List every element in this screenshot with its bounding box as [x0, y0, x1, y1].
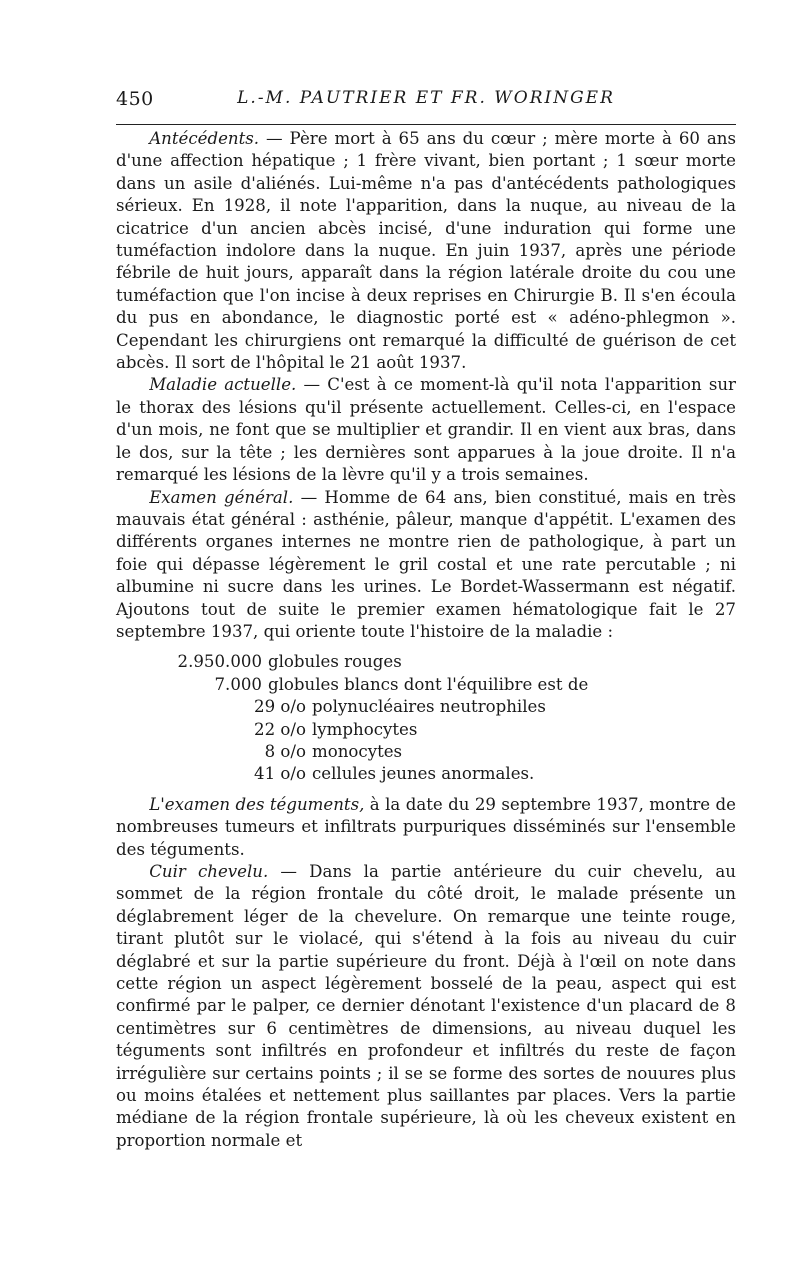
paragraph-lead: Examen général.: [149, 487, 294, 507]
formula-value: 22 o/o: [254, 719, 306, 739]
body-text: [116, 128, 736, 1152]
count-label: globules blancs dont l'équilibre est de: [268, 674, 589, 694]
formula-value: 41 o/o: [254, 764, 306, 784]
paragraph-lead: Maladie actuelle.: [149, 375, 297, 395]
paragraph-cuir-chevelu: [116, 861, 736, 1152]
formula-label: lymphocytes: [312, 719, 418, 739]
formula-label: cellules jeunes anormales.: [312, 764, 535, 784]
paragraph-lead: Cuir chevelu.: [149, 862, 269, 881]
header-rule: [116, 124, 736, 125]
count-row-white: [116, 674, 736, 696]
blood-count-list: [116, 651, 736, 785]
paragraph-text: — Homme de 64 ans, bien constitué, mais en très mauvais état général : asthénie, pâleur, manque d'appétit. L'examen des différents organes internes ne montre rien de pathologique, à part un foie qui dépasse légèrement le gril costal et une rate percutable ; ni albumine ni sucre dans les urines. Le Bordet-Wassermann est négatif. Ajoutons tout de suite le premier examen hématologique fait le 27 septembre 1937, qui oriente toute l'histoire de la maladie :: [116, 487, 736, 641]
page-number: 450: [116, 88, 154, 110]
formula-value: 29 o/o: [254, 697, 306, 717]
paragraph-teguments: [116, 794, 736, 861]
paragraph-text: — Dans la partie antérieure du cuir chevelu, au sommet de la région frontale du côté droit, le malade présente un déglabrement léger de la chevelure. On remarque une teinte rouge, tirant plutôt sur le violacé, qui s'étend à la fois au niveau du cuir déglabré et sur la partie supérieure du front. Déjà à l'œil on note dans cette région un aspect légèrement bosselé de la peau, aspect qui est confirmé par le palper, ce dernier dénotant l'existence d'un placard de 8 centimètres sur 6 centimètres de dimensions, au niveau duquel les téguments sont infiltrés en profondeur et infiltrés du reste de façon irrégulière sur certains points ; il se se forme des sortes de nouures plus ou moins étalées et nettement plus saillantes par places. Vers la partie médiane de la région frontale supérieure, là où les cheveux existent en proportion normale et: [116, 862, 736, 1150]
formula-row: [116, 719, 736, 741]
count-row-red: [116, 651, 736, 673]
running-head: L.-M. PAUTRIER ET FR. WORINGER: [237, 88, 615, 108]
paragraph-lead: L'examen des téguments,: [149, 794, 365, 814]
count-value: 2.950.000: [177, 652, 262, 672]
formula-label: polynucléaires neutrophiles: [312, 697, 546, 717]
paragraph-text: à la date du 29 septembre 1937, montre de nombreuses tumeurs et infiltrats purpuriques disséminés sur l'ensemble des téguments.: [116, 794, 736, 859]
paragraph-examen-general: [116, 487, 736, 644]
count-label: globules rouges: [268, 652, 402, 672]
paragraph-text: — Père mort à 65 ans du cœur ; mère morte à 60 ans d'une affection hépatique ; 1 frère vivant, bien portant ; 1 sœur morte dans un asile d'aliénés. Lui-même n'a pas d'antécédents pathologiques sérieux. En 1928, il note l'apparition, dans la nuque, au niveau de la cicatrice d'un ancien abcès incisé, d'une induration qui forme une tuméfaction indolore dans la nuque. En juin 1937, après une période fébrile de huit jours, apparaît dans la région latérale droite du cou une tuméfaction que l'on incise à deux reprises en Chirurgie B. Il s'en écoula du pus en abondance, le diagnostic porté est « adéno-phlegmon ». Cependant les chirurgiens ont remarqué la difficulté de guérison de cet abcès. Il sort de l'hôpital le 21 août 1937.: [116, 129, 736, 373]
paragraph-maladie-actuelle: [116, 374, 736, 486]
formula-label: monocytes: [312, 741, 403, 761]
page-header: [116, 88, 736, 114]
formula-value: 8 o/o: [264, 741, 306, 761]
paragraph-lead: Antécédents.: [149, 129, 260, 148]
paragraph-antecedents: [116, 128, 736, 374]
formula-row: [116, 741, 736, 763]
count-value: 7.000: [214, 674, 262, 694]
formula-row: [116, 696, 736, 718]
formula-row: [116, 763, 736, 785]
paragraph-text: — C'est à ce moment-là qu'il nota l'apparition sur le thorax des lésions qu'il présente actuellement. Celles-ci, en l'espace d'un mois, ne font que se multiplier et grandir. Il en vient aux bras, dans le dos, sur la tête ; les dernières sont apparues à la joue droite. Il n'a remarqué les lésions de la lèvre qu'il y a trois semaines.: [116, 375, 736, 485]
